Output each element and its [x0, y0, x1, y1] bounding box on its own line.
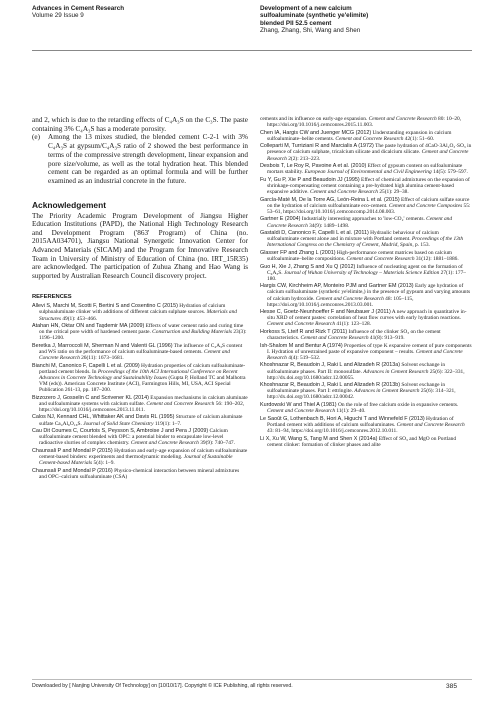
- reference-volume: 27(1): 177–180.: [267, 269, 466, 282]
- reference-source: Advances in Cement Research: [354, 388, 420, 395]
- reference-authors: Chaunsali P and Mondal P (2015): [32, 447, 113, 454]
- journal-volume: Volume 29 Issue 9: [32, 12, 84, 20]
- reference-volume: 31(12): 1881–1886.: [414, 255, 459, 262]
- reference-authors: Khoshnazar R, Beaudoin J, Raki L and Alizadeh R (2013a): [260, 362, 401, 369]
- reference-volume: 25(6): 322–331, http://dx.doi.org/10.1680/adcr.12.00055.: [267, 368, 465, 381]
- reference-volume: (Gupta P, Holland TC and Malhotra VM (eds)). American Concrete Institute (ACI), Farmington Hills, MI, USA, ACI Special Publication 261-13, pp. 187–200.: [39, 374, 246, 394]
- reference-authors: Gartner E (2004): [260, 216, 301, 223]
- reference-volume: 55: 53–61, https://doi.org/10.1016/j.cemconcomp.2014.08.003.: [267, 202, 471, 215]
- reference-entry: [260, 343, 472, 361]
- reference-authors: Khoshnazar R, Beaudoin J, Raki L and Alizadeh R (2013b): [260, 382, 401, 389]
- reference-authors: Li X, Xu W, Wang S, Tang M and Shen X (2014a): [260, 435, 378, 442]
- reference-title: The influence of C₄A₃S content and WS ratio on the performance of calcium sulfoaluminate-based cements.: [39, 342, 243, 356]
- reference-entry: [260, 216, 472, 228]
- reference-authors: Guo H, Xie J, Zhang S and Xu Q (2012): [260, 263, 356, 270]
- reference-title: Calcium sulfoaluminate cement blended with OPC: a potential binder to encapsulate low-level radioactive slurries of complex chemistry.: [39, 428, 228, 447]
- reference-volume: 2(2): 213–223.: [286, 155, 321, 162]
- reference-source: Cement and Concrete Research: [335, 135, 404, 142]
- reference-entry: [260, 416, 472, 434]
- reference-authors: Colleparti M, Turriziani R and Marcialis A (1972): [260, 143, 374, 150]
- item-label: (e): [32, 133, 40, 142]
- reference-authors: Cau Dit Coumes C, Courtois S, Peysson S, Ambroise J and Pera J (2009): [32, 428, 209, 435]
- running-header-left: [32, 5, 252, 20]
- reference-authors: Ish-Shalom M and Bentur A (1974): [260, 342, 343, 349]
- reference-source: Cement and Concrete Research: [267, 348, 463, 361]
- reference-title: Effects of water cement ratio and curing time on the critical pore width of hardened cement paste.: [39, 323, 244, 336]
- reference-entry: [32, 468, 248, 480]
- reference-entry: [260, 130, 472, 142]
- right-column: [260, 116, 472, 449]
- reference-entry: [260, 402, 472, 414]
- reference-entry: [32, 343, 248, 361]
- reference-source: Proceedings of the 10th ACI International Conference on Recent Advances in Concrete Technology and Sustainability Issues: [39, 368, 238, 381]
- reference-volume: 23(3): 1196–1200.: [39, 329, 247, 342]
- reference-entry: [260, 382, 472, 400]
- reference-entry: [260, 163, 472, 175]
- reference-title: Influence of the clinker SO₃ on the cement characteristics.: [267, 329, 441, 342]
- reference-title: Effect of gypsum content on sulfoaluminate mortars stability.: [267, 163, 463, 176]
- reference-volume: 25(6): 314–321, http://dx.doi.org/10.1680/adcr.12.00042.: [267, 388, 456, 401]
- reference-entry: [260, 177, 472, 195]
- reference-authors: Beretka J, Marroccoli M, Sherman N and Valenti GL (1996): [32, 342, 173, 349]
- reference-volume: 119(1): 1–7.: [153, 420, 182, 427]
- reference-authors: Calos NJ, Kennard CHL, Whittaker AK and Davis RL (1995): [32, 414, 175, 421]
- reference-volume: 5(4): 1–9.: [92, 460, 115, 467]
- reference-source: Cement and Concrete Research: [146, 400, 215, 407]
- reference-volume: 48: 105–115, https://doi.org/10.1016/j.cemconres.2013.03.001.: [267, 295, 414, 308]
- journal-name: Advances in Cement Research: [32, 5, 125, 12]
- reference-authors: Chen IA, Hargis CW and Juenger MCG (2012): [260, 129, 372, 136]
- reference-source: Cement and Concrete Research: [39, 349, 230, 362]
- reference-authors: Hargis CW, Kirchheim AP, Monteiro PJM and Gartner EM (2013): [260, 283, 414, 290]
- reference-entry: [260, 436, 472, 448]
- reference-authors: Horkoss S, Lteif R and Rizk T (2011): [260, 329, 348, 335]
- reference-source: Journal of Solid State Chemistry: [83, 420, 154, 427]
- download-notice: Downloaded by [ Nanjing University Of Technology] on [10/10/17]. Copyright © ICE Publishing, all rights reserved.: [32, 683, 293, 689]
- reference-source: Cement and Concrete Research: [300, 335, 369, 342]
- reference-authors: Bizzozero J, Gosselin C and Scrivener KL (2014): [32, 394, 149, 401]
- reference-title: Hydration of Portland cement with additions of calcium sulfoaluminates.: [267, 415, 454, 428]
- reference-title: On the role of free calcium oxide in expansive cements.: [336, 402, 459, 409]
- reference-title: High-performance cement matrices based on calcium sulfoaluminate–belite compositions.: [267, 249, 452, 262]
- reference-volume: 14(5): 579–597.: [431, 169, 468, 176]
- reference-title: A new approach in quantitative in-situ XRD of cement pastes: correlation of heat flow curves with early hydration reactions.: [267, 309, 467, 322]
- reference-source: Cement and Concrete Research: [309, 189, 378, 196]
- reference-entry: [260, 116, 472, 128]
- left-column: [32, 116, 248, 481]
- reference-entry: [260, 250, 472, 262]
- reference-source: Journal of Wuhan University of Technology – Materials Science Edition: [283, 269, 440, 276]
- reference-title: Effect of SO₃ and MgO on Portland cement clinker: formation of clinker phases and alite: [267, 435, 457, 448]
- reference-source: Cement and Concrete Composites: [388, 202, 463, 209]
- reference-source: Cement and Concrete Research: [368, 116, 437, 122]
- reference-authors: Glasser FP and Zhang L (2001): [260, 249, 336, 256]
- conclusion-list: [32, 133, 248, 185]
- reference-title: Physico-chemical interaction between mineral admixtures and OPC–calcium sulfoaluminate (CSA): [39, 467, 240, 480]
- reference-source: Cement and Concrete Research: [130, 440, 199, 447]
- reference-source: Advances in Cement Research: [363, 368, 429, 375]
- reference-list-right: [260, 116, 472, 448]
- reference-title: Solvent exchange in sulfoaluminate phases. Part II: monosulfate.: [267, 362, 446, 375]
- reference-volume: 49(1): 453–466.: [60, 315, 98, 322]
- reference-authors: Kurdowski W and Thiel A (1981): [260, 402, 337, 409]
- reference-source: Cement and Concrete Research: [315, 295, 384, 302]
- reference-volume: , p. 153.: [412, 242, 430, 249]
- reference-title: Influence of nucleating agent on the formation of C₄A₃S.: [267, 263, 463, 276]
- reference-source: Cement and Concrete Research: [267, 149, 469, 162]
- reference-source: Cement and Concrete Research: [346, 255, 415, 262]
- reference-title: Expansion mechanisms in calcium aluminate and sulfoaluminate systems with calcium sulfate.: [39, 394, 248, 407]
- running-header-right: [260, 5, 470, 35]
- reference-volume: 34(9): 1489–1498.: [307, 222, 350, 229]
- reference-title: Solvent exchange in sulfoaluminate phases. Part I: ettringite.: [267, 382, 446, 395]
- article-title: Development of a new calcium sulfoaluminate (synthetic ye'elimite) blended PII 52.5 cement: [260, 5, 369, 27]
- reference-entry: [32, 363, 248, 393]
- reference-entry: [260, 329, 472, 341]
- references-heading: REFERENCES: [32, 294, 72, 301]
- item-text: Among the 13 mixes studied, the blended cement C-2-1 with 3% C₄A₃S at gypsum/C₄A₃S ratio of 2 showed the best performance in terms of the compressive strength development, linear expansion and pore size/volume, as well as the total hydration heat. This blended cement can be regarded as an optimal formula and will be further examined as an industrial concrete in the future.: [48, 133, 248, 185]
- reference-title: Structure of calcium aluminate sulfate Ca₄Al₆O₁₆S.: [39, 414, 243, 427]
- reference-title: Effect of calcium sulfate source on the hydration of calcium sulfoaluminate eco-cement.: [267, 196, 470, 209]
- reference-entry: [260, 283, 472, 307]
- reference-source: Cement and Concrete Research: [267, 408, 336, 415]
- reference-source: Proceedings of the 13th International Congress on the Chemistry of Cement, Madrid, Spain: [267, 236, 464, 249]
- footer-divider: [32, 679, 472, 680]
- continued-paragraph: and 2, which is due to the retarding effects of C₄A₃S on the C₃S. The paste containing 3% C₄A₃S has a moderate porosity.: [32, 116, 248, 133]
- reference-entry: [32, 323, 248, 341]
- reference-authors: Atahan HN, Oktar ON and Taşdemir MA (2009): [32, 323, 145, 330]
- reference-title: cements and its influence on early-age expansion.: [260, 116, 369, 122]
- reference-volume: 4(4): 519–532.: [286, 354, 321, 361]
- reference-title: The paste hydration of 4CaO·3Al₂O₃·SO₃ in presence of calcium sulphate, tricalcium silicate and dicalcium silicate.: [267, 143, 472, 156]
- reference-entry: [260, 309, 472, 327]
- reference-volume: 80: 10–20, https://doi.org/10.1016/j.cemconres.2015.11.003.: [267, 116, 462, 129]
- reference-source: Construction and Building Materials: [152, 329, 232, 336]
- reference-volume: 11(1): 29–40.: [335, 408, 366, 415]
- reference-volume: 42(1): 51–60.: [403, 135, 435, 142]
- reference-title: Hydration of calcium sulphoaluminate clinker with additions of different calcium sulphate sources.: [39, 303, 226, 316]
- reference-volume: 41(8): 913–919.: [368, 335, 405, 342]
- reference-authors: Chaunsali P and Mondal P (2016): [32, 467, 113, 474]
- reference-entry: [260, 362, 472, 380]
- page-number: 385: [446, 683, 458, 690]
- reference-entry: [32, 414, 248, 426]
- reference-volume: 43: 81–94, https://doi.org/10.1016/j.cemconres.2012.10.011.: [267, 427, 398, 434]
- reference-title: Hydraulic behaviour of calcium sulfoaluminate cement alone and in mixture with Portland cement.: [267, 230, 439, 243]
- reference-entry: [260, 197, 472, 215]
- reference-source: Cement and Concrete Research: [267, 216, 453, 229]
- acknowledgement-heading: Acknowledgement: [32, 199, 106, 210]
- reference-title: Properties of type K expansive cement of pure components I. Hydration of unrestrained paste of expansive component – results.: [267, 342, 472, 355]
- article-authors: Zhang, Zhang, Shi, Wang and Shen: [260, 27, 361, 35]
- reference-volume: 25(1): 29–38.: [377, 189, 409, 196]
- acknowledgement-text: The Priority Academic Program Development of Jiangsu Higher Education Institutions (PAPD), the National High Technology Research and Development Program ('863' Program) of China (no. 2015AA034701), Jiangsu National Synergetic Innovation Center for Advanced Materials (SICAM) and the Program for Innovative Research Team in University of Ministry of Education of China (no. IRT_15R35) are acknowledged. The participation of Zuhua Zhang and Hao Wang is supported by Australian Research Council discovery project.: [32, 211, 248, 280]
- reference-entry: [32, 303, 248, 321]
- reference-entry: [260, 143, 472, 161]
- reference-authors: Desbois T, Le Roy R, Pavoine A et al. (2010): [260, 163, 367, 170]
- reference-source: Journal of Sustainable Cement-based Materials: [39, 454, 233, 467]
- reference-title: Industrially interesting approaches to 'low-CO₂' cements.: [300, 216, 427, 223]
- reference-authors: Le Saoût G, Lothenbach B, Hori A, Higuchi T and Winnefeld F (2013): [260, 415, 425, 422]
- reference-entry: [32, 395, 248, 413]
- reference-source: Cement and Concrete Research: [267, 321, 336, 328]
- reference-authors: Bianchi M, Canonico F, Capelli L et al. (2009): [32, 362, 140, 369]
- reference-authors: Hesse C, Goetz-Neunhoeffer F and Neubauer J (2011): [260, 309, 391, 316]
- reference-authors: Gastaldi D, Canonico F, Capelli L et al. (2011): [260, 230, 369, 237]
- reference-source: European Journal of Environmental and Civil Engineering: [304, 169, 432, 176]
- reference-entry: [32, 428, 248, 446]
- reference-volume: 39(9): 740–747.: [198, 440, 235, 447]
- reference-entry: [32, 448, 248, 466]
- reference-title: Effect of chemical admixtures on the expansion of shrinkage-compensating cement containing a pre-hydrated high alumina cement-based expansive additive.: [267, 176, 470, 196]
- reference-authors: García-Maté M, De la Torre AG, León-Reina L et al. (2015): [260, 196, 400, 203]
- reference-title: Early age hydration of calcium sulfoaluminate (synthetic ye'elimite,) in the presence of gypsum and varying amounts of calcium hydroxide.: [267, 283, 471, 302]
- conclusion-item-e: [32, 133, 248, 185]
- reference-list-left: [32, 303, 248, 480]
- reference-volume: 56: 190–202, https://doi.org/10.1016/j.cemconres.2013.11.011.: [39, 400, 245, 413]
- reference-title: Hydration and early-age expansion of calcium sulfoaluminate cement-based binders: experiments and thermodynamic modeling.: [39, 447, 248, 461]
- reference-title: Hydration properties of calcium sulfoaluminate-portland cement blends. In: [39, 362, 246, 375]
- header-divider: [32, 50, 472, 51]
- reference-authors: Fu Y, Gu P, Xie P and Beaudoin JJ (1995): [260, 176, 360, 183]
- reference-title: Understanding expansion in calcium sulfoaluminate–belite cements.: [267, 129, 452, 142]
- reference-entry: [260, 264, 472, 282]
- reference-entry: [260, 230, 472, 248]
- reference-volume: 41(1): 123–128.: [335, 321, 372, 328]
- reference-authors: Allevi S, Marchi M, Scotti F, Bertini S and Cosentino C (2015): [32, 303, 178, 310]
- reference-source: Materials and Structures: [39, 309, 237, 322]
- reference-volume: 26(11): 1673–1681.: [79, 355, 124, 362]
- reference-source: Cement and Concrete Research: [396, 421, 465, 428]
